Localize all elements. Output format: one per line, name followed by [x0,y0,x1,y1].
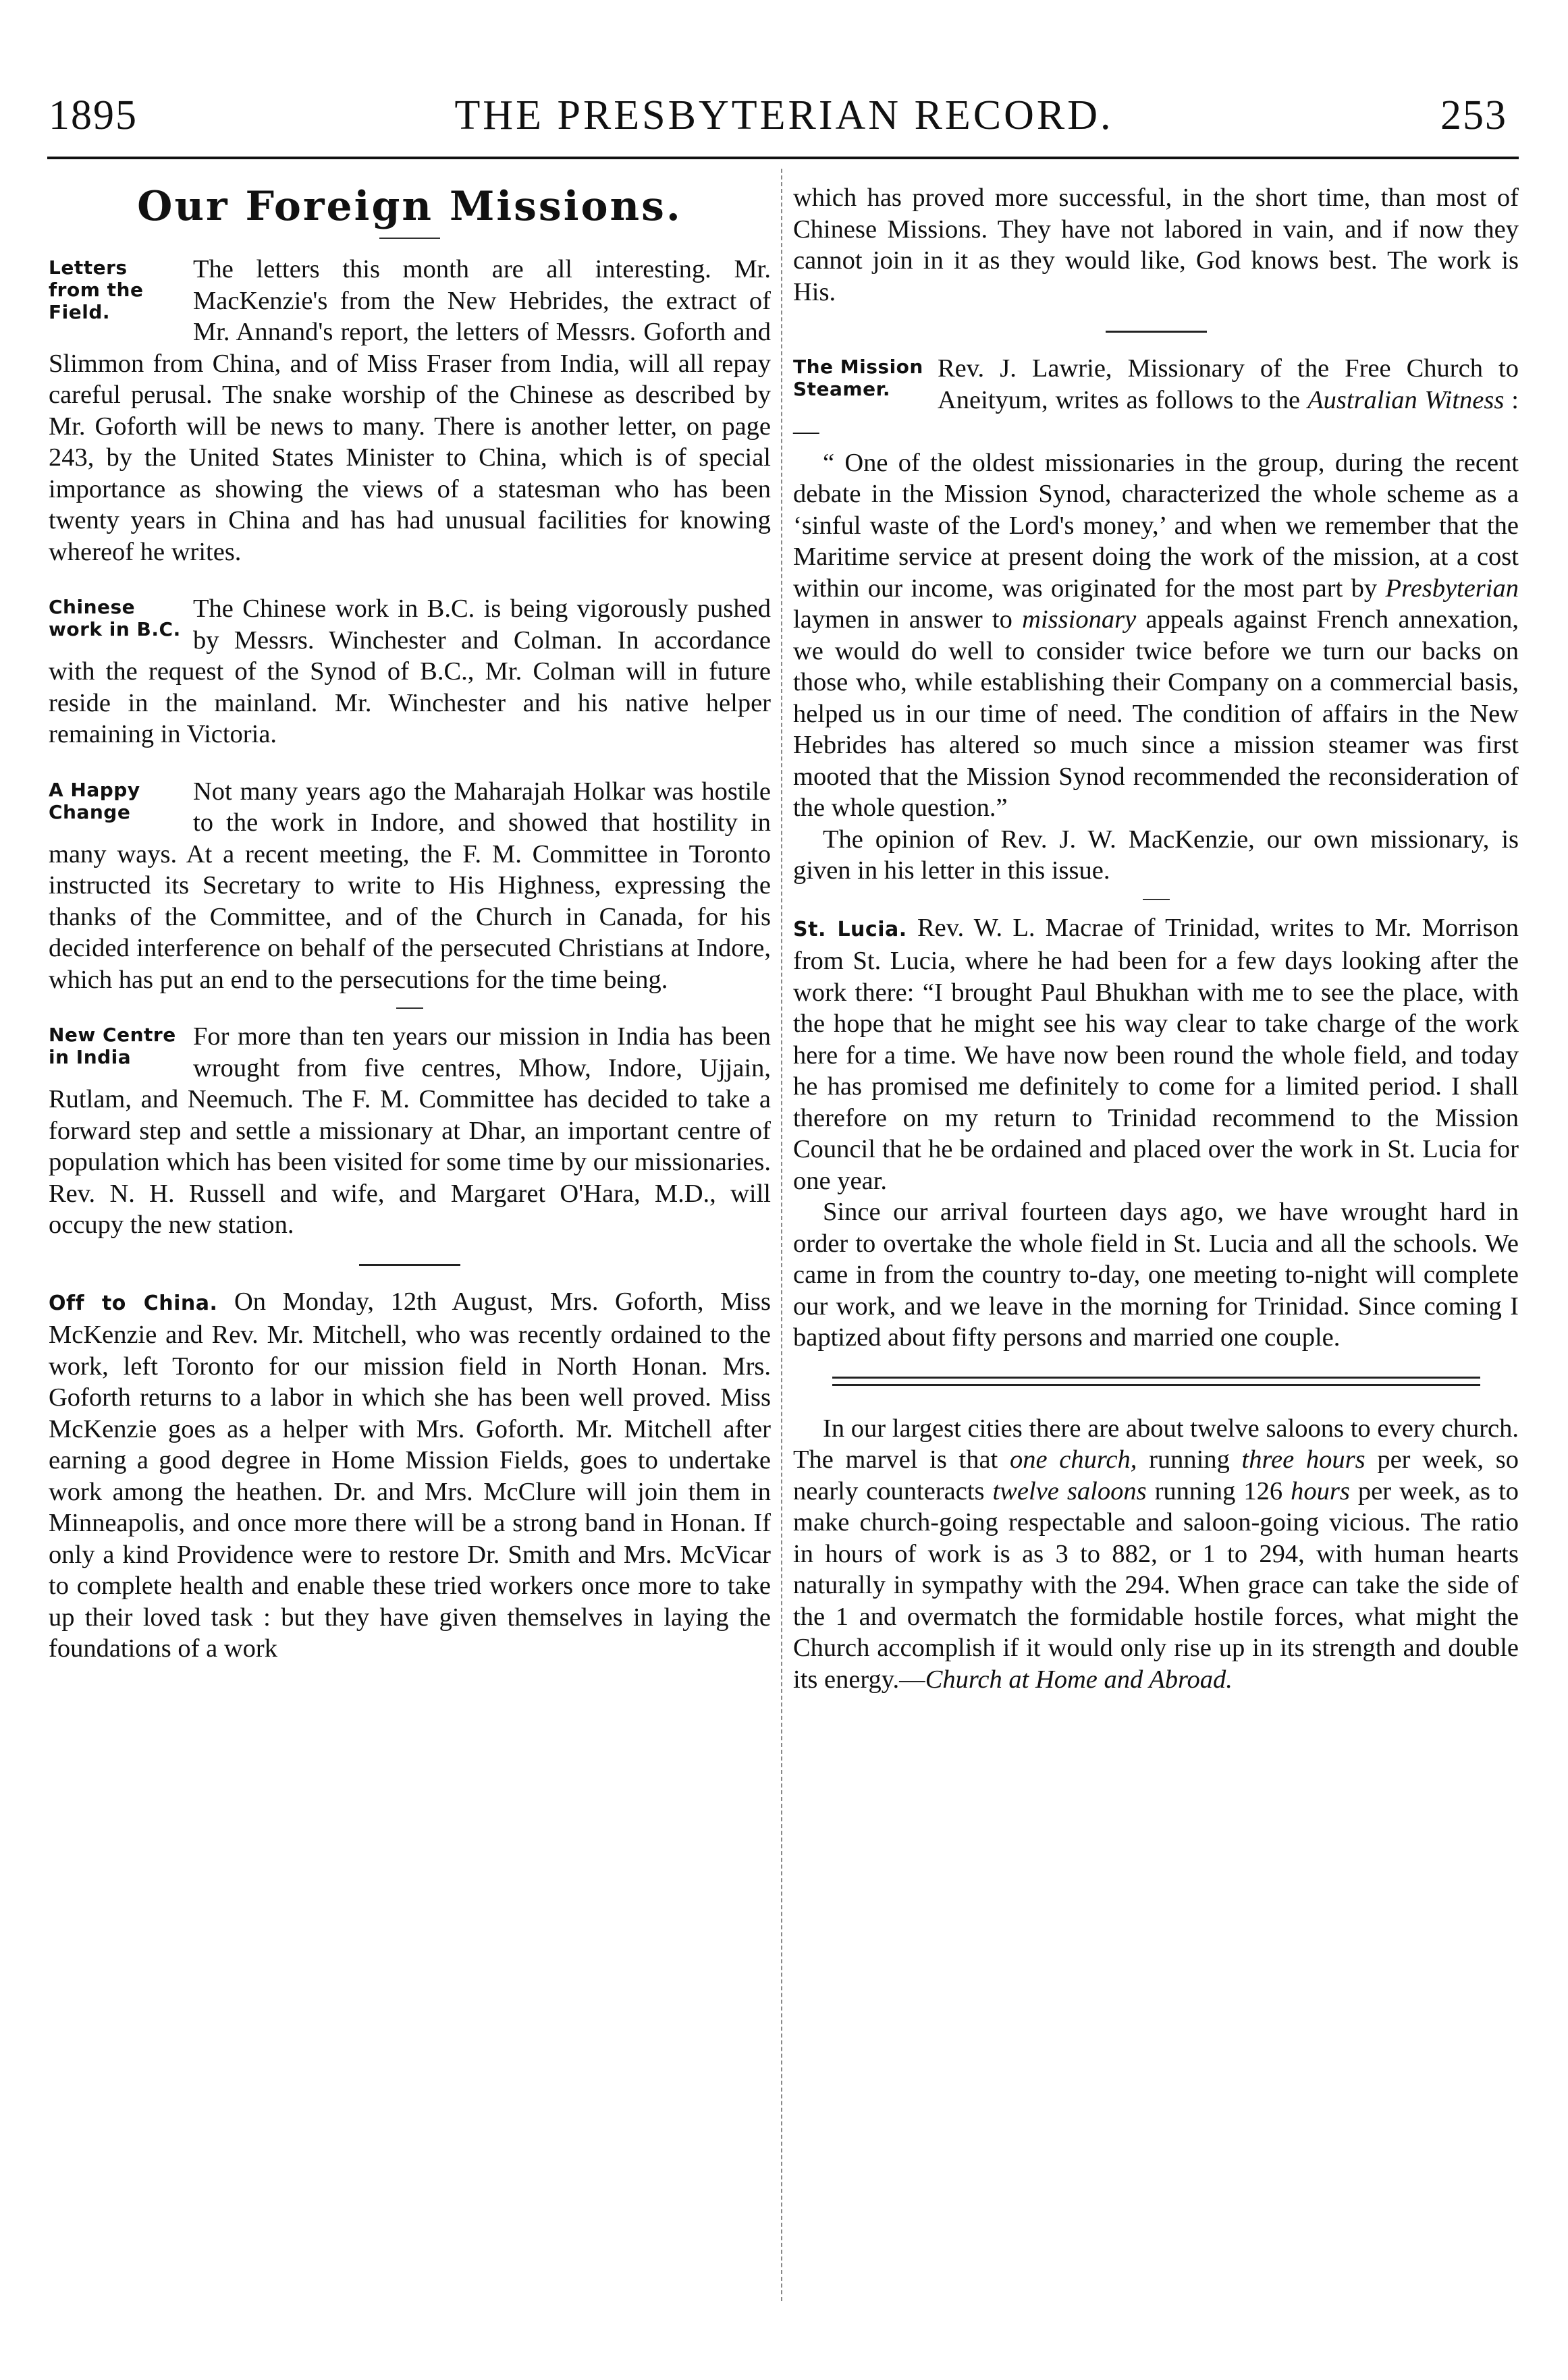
article-saloons [793,1413,1519,1696]
inlinehead-off-to-china: Off to China. [49,1291,218,1315]
text-continuation: which has proved more successful, in the short time, than most of Chinese Missions. They have not labored in vain, and if now they cannot join in it as they would like, God knows best. The work is His. [793,184,1519,306]
text-steamer-intro: Rev. J. Lawrie, Missionary of the Free Church to Aneityum, writes as follows to the [938,354,1519,414]
saloons-source: Church at Home and Abroad. [925,1665,1233,1694]
header-rule [47,157,1519,159]
text-chinese: The Chinese work in B.C. is being vigorously pushed by Messrs. Winchester and Colman. In accordance with the request of the Synod of B.C., Mr. Colman will in future reside in the mainland. Mr. Winchester and his native helper remaining in Victoria. [49,594,771,748]
quote-part-3: appeals against French annexation, we would do well to consider twice before we turn our backs on those who, while establishing their Company on a commercial basis, helped us in our time of need. The condition of affairs in the New Hebrides has altered so much since a mission steamer was first mooted that the Mission Synod recommended the reconsideration of the whole question.” [793,605,1519,822]
sidehead-new-centre: New Centre in India [49,1024,176,1068]
separator-dash [1143,899,1170,900]
quote-part-2: laymen in answer to [793,605,1023,634]
inlinehead-st-lucia: St. Lucia. [793,917,907,941]
header-page-number: 253 [1440,92,1507,138]
text-opinion: The opinion of Rev. J. W. MacKenzie, our own missionary, is given in his letter in this issue. [793,825,1519,885]
saloons-text-1: In our largest cities there are about twelve saloons to every church. The marvel is that [793,1414,1519,1474]
article-mission-steamer [793,353,1519,887]
separator-rule [359,1264,460,1266]
text-st-lucia-2: Since our arrival fourteen days ago, we have wrought hard in order to overtake the whole field in St. Lucia and all the schools. We came in from the country to-day, one meeting to-night will complete our work, and we leave in the morning for Trinidad. Since coming I baptized about fifty persons and married one couple. [793,1198,1519,1352]
text-new-centre: For more than ten years our mission in India has been wrought from five centres, Mhow, Indore, Ujjain, Rutlam, and Neemuch. The F. M. Committee has decided to take a forward step and settle a missionary at Dhar, an important centre of population which has been visited for some time by our missionaries. Rev. N. H. Russell and wife, and Margaret O'Hara, M.D., will occupy the new station. [49,1022,771,1239]
title-rule [379,238,440,239]
sidehead-happy-change: A Happy Change [49,778,140,823]
saloons-text-5: per week, as to make church-going respectable and saloon-going vicious. The ratio in hours of work is as 3 to 882, or 1 to 294, with human hearts naturally in sympathy with the 294. When grace can take the side of the 1 and overmatch the formidable hostile forces, what might the Church accomplish if it would only rise up in its strength and double its energy.— [793,1476,1519,1694]
newspaper-name: Australian Witness [1307,385,1505,414]
right-column [793,182,1519,1695]
separator-rule [1106,331,1207,333]
header-year: 1895 [49,92,138,138]
article-st-lucia [793,912,1519,1354]
article-letters [49,254,771,568]
sidehead-letters: Letters from the Field. [49,256,144,323]
saloons-italic-1: one church, [1009,1445,1137,1474]
separator-dash [396,1007,423,1009]
article-chinese [49,593,771,750]
article-new-centre [49,1021,771,1241]
text-off-to-china: On Monday, 12th August, Mrs. Goforth, Miss McKenzie and Rev. Mr. Mitchell, who was recently ordained to the work, left Toronto for our mission field in North Honan. Mrs. Goforth returns to a labor in which she has been well proved. Miss McKenzie goes as a helper with Mrs. Goforth. Mr. Mitchell after earning a good degree in Home Mission Fields, goes to undertake work among the heathen. Dr. and Mrs. McClure will join them in Minneapolis, and once more there will be a strong band in Honan. If only a kind Providence were to restore Dr. Smith and Mrs. McVicar to complete health and enable these tried workers once more to take up their loved task : but they have given themselves in laying the foundations of a work [49,1287,771,1663]
saloons-italic-3: twelve saloons [992,1476,1147,1505]
quote-italic-2: missionary [1022,605,1137,634]
text-st-lucia-1: Rev. W. L. Macrae of Trinidad, writes to Mr. Morrison from St. Lucia, where he had been for a few days looking after the work there: “I brought Paul Bhukhan with me to see the place, with the hope that he might see his way clear to take charge of the work here for a time. We have now been round the whole field, and today he has promised me definitely to come for a limited period. I shall therefore on my return to Trinidad recommend to the Mission Council that he be ordained and placed over the work in St. Lucia for one year. [793,913,1519,1195]
sidehead-mission-steamer: The Mission Steamer. [793,356,923,400]
saloons-text-2: running [1137,1445,1242,1474]
saloons-text-3: per week, so nearly counteracts [793,1445,1519,1505]
section-title: Our Foreign Missions. [137,183,682,230]
article-off-to-china [49,1286,771,1665]
header-title: THE PRESBYTERIAN RECORD. [454,92,1114,138]
text-letters: The letters this month are all interesting. Mr. MacKenzie's from the New Hebrides, the extract of Mr. Annand's report, the letters of Messrs. Goforth and Slimmon from China, and of Miss Fraser from India, will all repay careful perusal. The snake worship of the Chinese as described by Mr. Goforth will be news to many. There is another letter, on page 243, by the United States Minister to China, which is of special importance as showing the views of a statesman who has been twenty years in China and has had unusual facilities for knowing whereof he writes. [49,255,771,566]
text-steamer-intro-end: :— [793,385,1519,445]
saloons-text-4: running 126 [1146,1476,1291,1505]
saloons-italic-4: hours [1291,1476,1350,1505]
quote-part-1: “ One of the oldest missionaries in the group, during the recent debate in the Mission Synod, characterized the whole scheme as a ‘sinful waste of the Lord's money,’ and when we remember that the Maritime service at present doing the work of the mission, at a cost within our income, was originated for the most part by [793,448,1519,603]
saloons-italic-2: three hours [1241,1445,1366,1474]
article-happy-change [49,776,771,996]
quote-italic-1: Presbyterian [1385,574,1519,603]
text-happy-change: Not many years ago the Maharajah Holkar was hostile to the work in Indore, and showed that hostility in many ways. At a recent meeting, the F. M. Committee in Toronto instructed its Secretary to write to His Highness, expressing the thanks of the Committee, and of the Church in Canada, for his decided interference on behalf of the persecuted Christians at Indore, which has put an end to the persecutions for the time being. [49,777,771,994]
left-column [49,182,771,1665]
double-rule [832,1377,1480,1386]
sidehead-chinese: Chinese work in B.C. [49,596,181,640]
column-divider [781,169,782,2301]
